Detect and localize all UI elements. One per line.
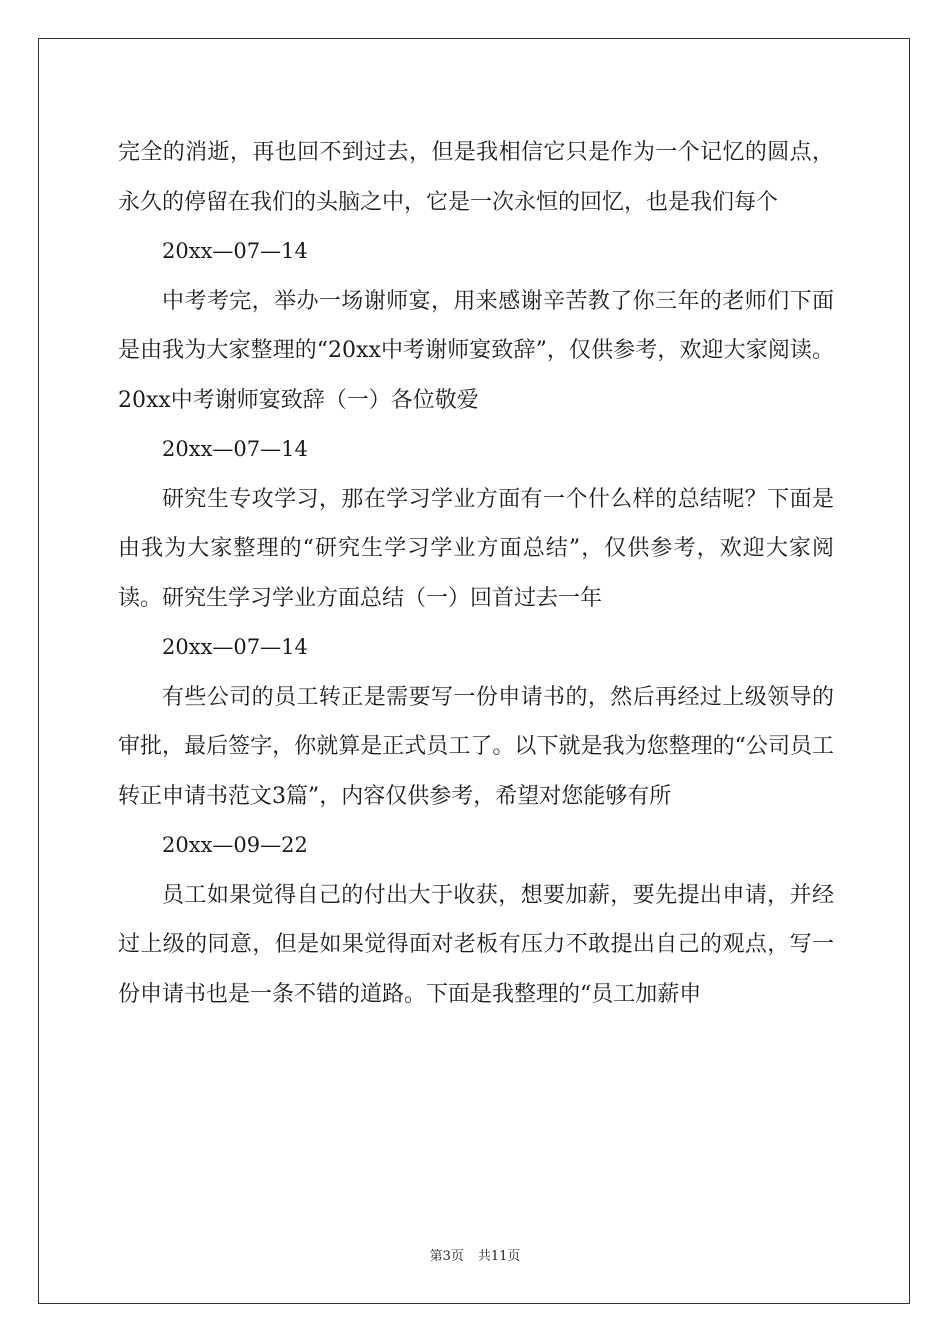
entry-date: 20xx—07—14 (162, 239, 308, 263)
page-footer (0, 1245, 950, 1264)
entry-date: 20xx—07—14 (162, 635, 308, 659)
paragraph-continued: 完全的消逝，再也回不到过去，但是我相信它只是作为一个记忆的圆点，永久的停留在我们的头脑之中，它是一次永恒的回忆，也是我们每个 (118, 140, 834, 215)
page-total: 共11页 (477, 1249, 521, 1264)
entry-summary: 员工如果觉得自己的付出大于收获，想要加薪，要先提出申请，并经过上级的同意，但是如果觉得面对老板有压力不敢提出自己的观点，写一份申请书也是一条不错的道路。下面是我整理的“员工加薪申 (118, 882, 834, 1007)
page-number: 第3页 (429, 1249, 464, 1264)
entry-summary: 中考考完，举办一场谢师宴，用来感谢辛苦教了你三年的老师们下面是由我为大家整理的“20xx中考谢师宴致辞”，仅供参考，欢迎大家阅读。20xx中考谢师宴致辞（一）各位敬爱 (118, 288, 834, 413)
entry-summary: 有些公司的员工转正是需要写一份申请书的，然后再经过上级领导的审批，最后签字，你就算是正式员工了。以下就是我为您整理的“公司员工转正申请书范文3篇”，内容仅供参考，希望对您能够有所 (118, 684, 834, 809)
entry-date: 20xx—09—22 (162, 833, 308, 857)
entry-summary: 研究生专攻学习，那在学习学业方面有一个什么样的总结呢？下面是由我为大家整理的“研究生学习学业方面总结”，仅供参考，欢迎大家阅读。研究生学习学业方面总结（一）回首过去一年 (118, 486, 834, 611)
document-body (118, 128, 834, 1019)
entry-date: 20xx—07—14 (162, 437, 308, 461)
